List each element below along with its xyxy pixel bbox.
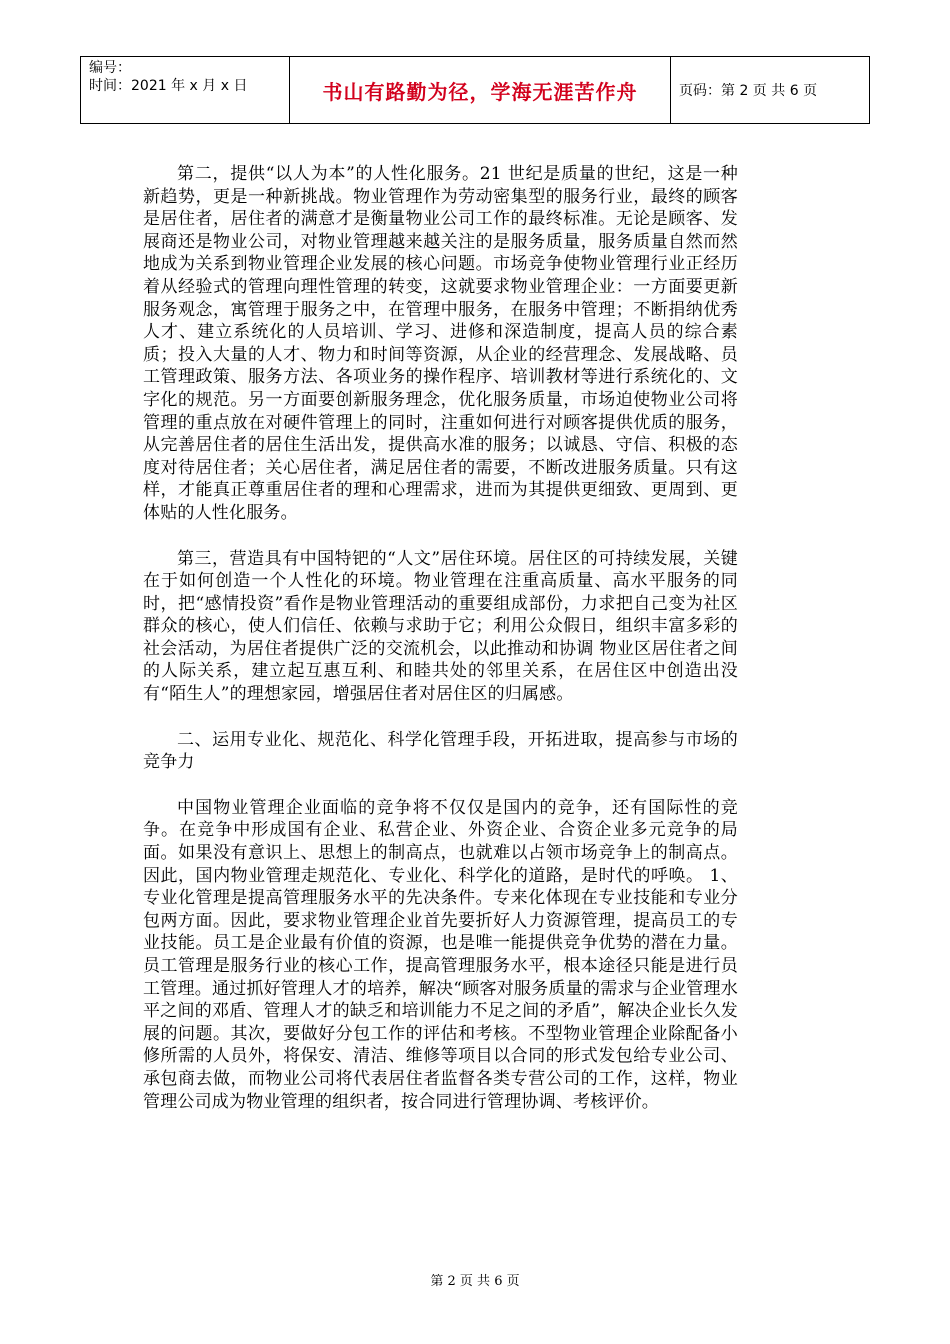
paragraph: 第三，营造具有中国特钯的“人文”居住环境。居住区的可持续发展，关键在于如何创造一个人性化的环境。物业管理在注重高质量、高水平服务的同时，把“感情投资”看作是物业管理活动的重要组成部份，力求把自己变为社区群众的核心，使人们信任、依赖与求助于它；利用公众假日，组织丰富多彩的社会活动，为居住者提供广泛的交流机会，以此推动和协调 物业区居住者之间的人际关系，建立起互惠互利、和睦共处的邻里关系，在居住区中创造出没有“陌生人”的理想家园，增强居住者对居住区的归属感。 (143, 548, 738, 705)
number-label: 编号： (89, 60, 131, 76)
header-motto: 书山有路勤为径，学海无涯苦作舟 (290, 57, 671, 124)
paragraph: 第二，提供“以人为本”的人性化服务。21 世纪是质量的世纪，这是一种新趋势，更是一种新挑战。物业管理作为劳动密集型的服务行业，最终的顾客是居住者，居住者的满意才是衡量物业公司工作的最终标准。无论是顾客、发展商还是物业公司，对物业管理越来越关注的是服务质量，服务质量自然而然地成为关系到物业管理企业发展的核心问题。市场竞争使物业管理行业正经历着从经验式的管理向理性管理的转变，这就要求物业管理企业：一方面要更新服务观念，寓管理于服务之中，在管理中服务，在服务中管理；不断捐纳优秀人才、建立系统化的人员培训、学习、进修和深造制度，提高人员的综合素质；投入大量的人才、物力和时间等资源，从企业的经营理念、发展战略、员工管理政策、服务方法、各项业务的操作程序、培训教材等进行系统化的、文字化的规范。另一方面要创新服务理念，优化服务质量，市场迫使物业公司将管理的重点放在对硬件管理上的同时，注重如何进行对顾客提供优质的服务，从完善居住者的居住生活出发，提供高水准的服务；以诚恳、守信、积极的态度对待居住者；关心居住者，满足居住者的需要，不断改进服务质量。只有这样，才能真正尊重居住者的理和心理需求，进而为其提供更细致、更周到、更体贴的人性化服务。 (143, 164, 738, 523)
time-label: 时间：2021 年 x 月 x 日 (89, 78, 248, 94)
header-meta (81, 57, 290, 124)
document-body (143, 163, 738, 1136)
header-page-info: 页码：第 2 页 共 6 页 (671, 57, 870, 124)
section-heading: 二、运用专业化、规范化、科学化管理手段，开拓进取，提高参与市场的竞争力 (143, 729, 738, 773)
document-header (80, 56, 870, 124)
page-footer: 第 2 页 共 6 页 (430, 1274, 520, 1289)
paragraph: 中国物业管理企业面临的竞争将不仅仅是国内的竞争，还有国际性的竞争。在竞争中形成国有企业、私营企业、外资企业、合资企业多元竞争的局面。如果没有意识上、思想上的制高点，也就难以占领市场竞争上的制高点。因此，国内物业管理走规范化、专业化、科学化的道路，是时代的呼唤。 1、专业化管理是提高管理服务水平的先决条件。专来化体现在专业技能和专业分包两方面。因此，要求物业管理企业首先要折好人力资源管理，提高员工的专业技能。员工是企业最有价值的资源，也是唯一能提供竞争优势的潜在力量。员工管理是服务行业的核心工作，提高管理服务水平，根本途径只能是进行员工管理。通过抓好管理人才的培养，解决“顾客对服务质量的需求与企业管理水平之间的邓盾、管理人才的缺乏和培训能力不足之间的矛盾”，解决企业长久发展的问题。其次，要做好分包工作的评估和考核。不型物业管理企业除配备小修所需的人员外，将保安、清洁、维修等项目以合同的形式发包给专业公司、承包商去做，而物业公司将代表居住者监督各类专营公司的工作，这样，物业管理公司成为物业管理的组织者，按合同进行管理协调、考核评价。 (143, 797, 738, 1112)
